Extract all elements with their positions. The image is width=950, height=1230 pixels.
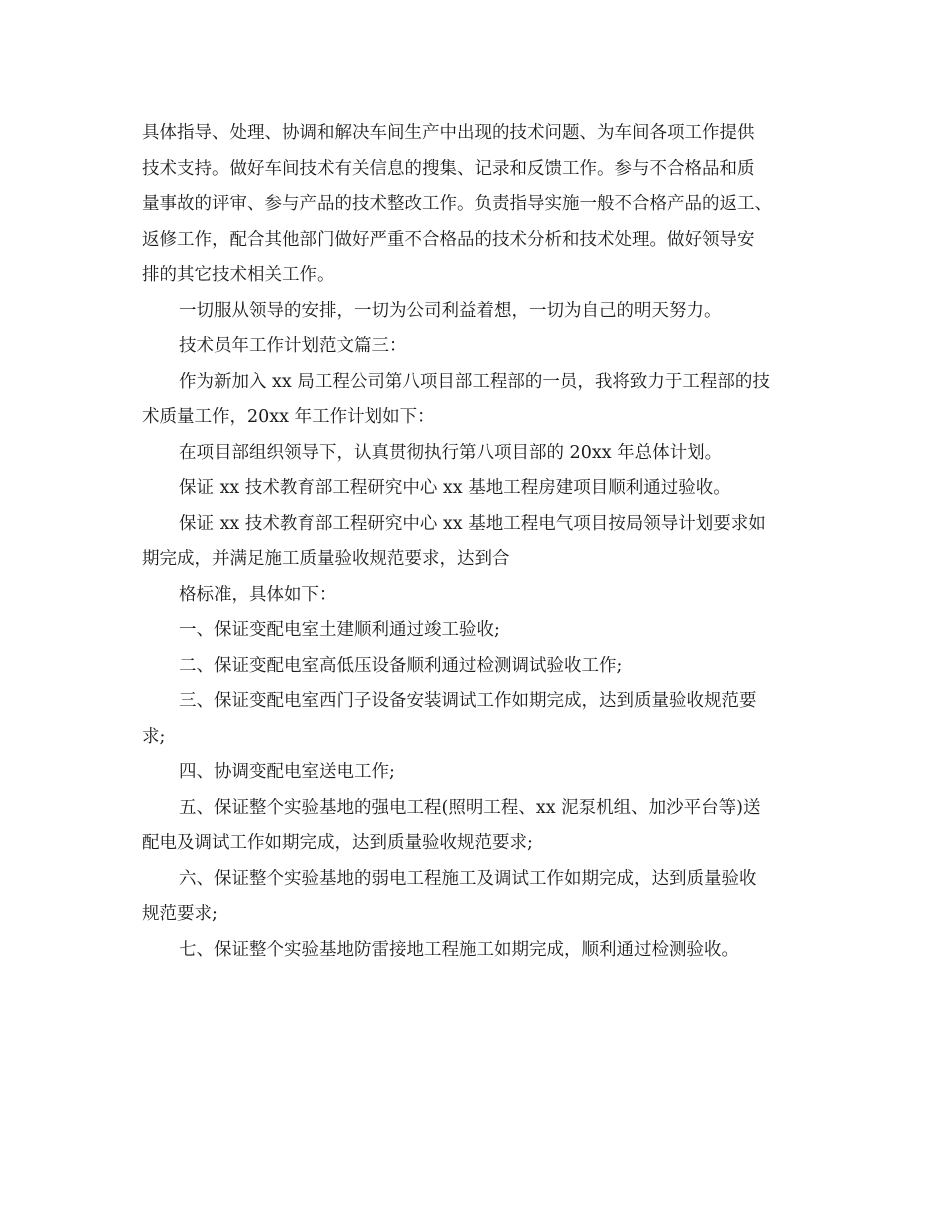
document-body [142, 116, 806, 968]
section-heading: 技术员年工作计划范文篇三： [179, 336, 407, 356]
text-line: 返修工作，配合其他部门做好严重不合格品的技术分析和技术处理。做好领导安 [142, 229, 755, 250]
list-item: 五、保证整个实验基地的强电工程(照明工程、xx 泥泵机组、加沙平台等)送 [179, 797, 761, 818]
text-line: 排的其它技术相关工作。 [142, 265, 335, 285]
text-line: 期完成，并满足施工质量验收规范要求，达到合 [142, 549, 510, 569]
list-item: 四、协调变配电室送电工作; [179, 762, 395, 782]
text-line: 作为新加入 xx 局工程公司第八项目部工程部的一员，我将致力于工程部的技 [179, 371, 770, 392]
text-line: 在项目部组织领导下，认真贯彻执行第八项目部的 20xx 年总体计划。 [179, 442, 723, 463]
text-line: 保证 xx 技术教育部工程研究中心 xx 基地工程电气项目按局领导计划要求如 [179, 513, 766, 534]
text-line: 量事故的评审、参与产品的技术整改工作。负责指导实施一般不合格产品的返工、 [142, 194, 772, 214]
list-item: 六、保证整个实验基地的弱电工程施工及调试工作如期完成，达到质量验收 [179, 868, 757, 889]
text-line: 一切服从领导的安排，一切为公司利益着想，一切为自己的明天努力。 [179, 300, 722, 321]
text-line: 具体指导、处理、协调和解决车间生产中出现的技术问题、为车间各项工作提供 [142, 123, 755, 143]
text-line: 技术支持。做好车间技术有关信息的搜集、记录和反馈工作。参与不合格品和质 [142, 158, 755, 179]
text-line: 格标准，具体如下： [179, 584, 337, 605]
list-item-continued: 求; [142, 726, 166, 747]
list-item: 七、保证整个实验基地防雷接地工程施工如期完成，顺利通过检测验收。 [179, 939, 739, 960]
list-item: 一、保证变配电室土建顺利通过竣工验收; [179, 620, 500, 640]
list-item: 二、保证变配电室高低压设备顺利通过检测调试验收工作; [179, 655, 623, 676]
text-line: 术质量工作，20xx 年工作计划如下： [142, 407, 435, 427]
list-item-continued: 规范要求; [142, 904, 218, 924]
text-line: 保证 xx 技术教育部工程研究中心 xx 基地工程房建项目顺利通过验收。 [179, 478, 731, 498]
list-item-continued: 配电及调试工作如期完成，达到质量验收规范要求; [142, 833, 533, 853]
list-item: 三、保证变配电室西门子设备安装调试工作如期完成，达到质量验收规范要 [179, 691, 757, 711]
